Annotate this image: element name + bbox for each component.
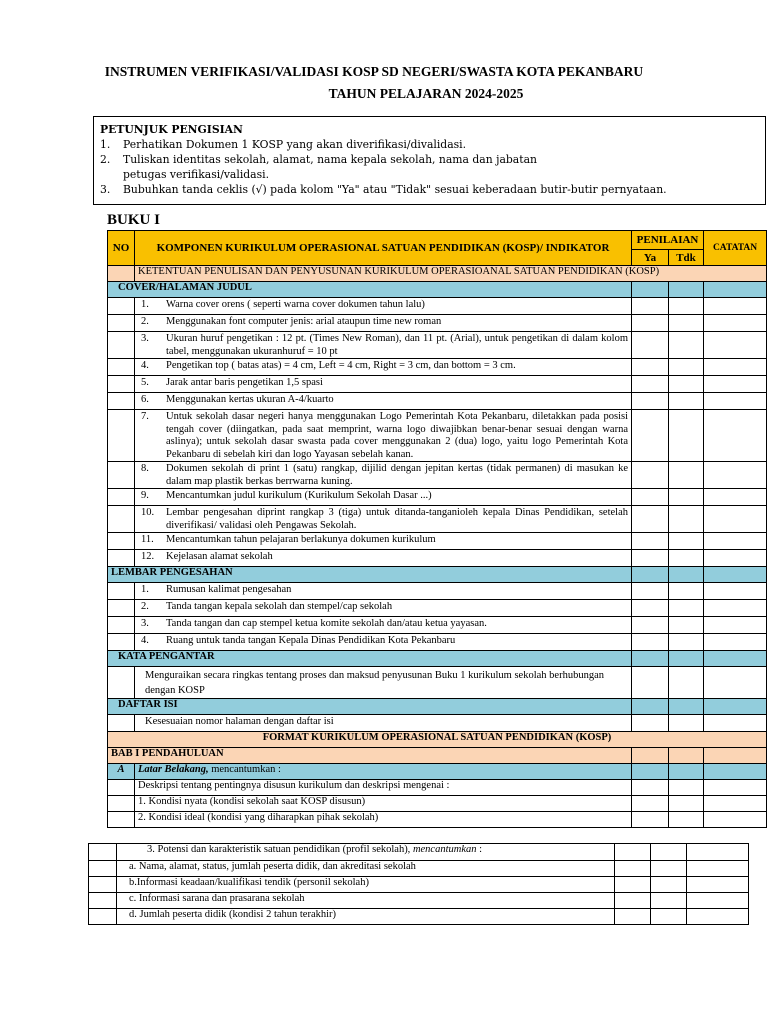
check-ya[interactable] [632,715,669,732]
catatan-cell[interactable] [704,634,767,651]
checklist-table [107,230,767,828]
check-tdk[interactable] [651,877,687,893]
indicator-number: 1. [141,299,149,310]
check-tdk[interactable] [669,506,704,533]
indicator-number: 2. [141,601,149,612]
indicator-row [108,550,767,567]
check-tdk[interactable] [669,489,704,506]
indicator-number: 10. [141,507,155,518]
col-header-komponen: KOMPONEN KURIKULUM OPERASIONAL SATUAN PENDIDIKAN (KOSP)/ INDIKATOR [135,231,632,266]
indicator-number: 8. [141,463,149,474]
instruction-text: Bubuhkan tanda ceklis (√) pada kolom "Ya" atau "Tidak" sesuai keberadaan butir-butir pernyataan. [123,183,667,196]
check-tdk[interactable] [669,780,704,796]
indicator-row [108,533,767,550]
catatan-cell[interactable] [704,376,767,393]
indicator-number: 12. [141,551,155,562]
indicator-text: Menggunakan font computer jenis: arial ataupun time new roman [166,316,442,327]
check-ya[interactable] [632,600,669,617]
indicator-number: 9. [141,490,149,501]
instructions-heading: PETUNJUK PENGISIAN [100,123,243,136]
check-tdk[interactable] [669,332,704,359]
catatan-cell[interactable] [704,583,767,600]
check-ya[interactable] [632,506,669,533]
indicator-text: Jarak antar baris pengetikan 1,5 spasi [166,377,323,388]
catatan-cell[interactable] [704,315,767,332]
check-ya[interactable] [632,634,669,651]
catatan-cell[interactable] [687,877,749,893]
potensi-item: c. Informasi sarana dan prasarana sekolah [117,893,615,909]
indicator-number: 1. [141,584,149,595]
latar-suffix: mencantumkan : [208,764,281,775]
daftar-isi-indicator: Kesesuaian nomor halaman dengan daftar isi [135,715,632,732]
instruction-item [100,152,759,167]
potensi-italic: mencantumkan [412,844,477,855]
potensi-item: d. Jumlah peserta didik (kondisi 2 tahun terakhir) [117,909,615,925]
latar-heading [135,764,632,780]
indicator-row [108,410,767,462]
section-pengesahan: LEMBAR PENGESAHAN [108,567,632,583]
check-ya[interactable] [615,861,651,877]
indicator-number: 11. [141,534,154,545]
check-ya[interactable] [632,315,669,332]
catatan-cell[interactable] [704,393,767,410]
indicator-text: Kejelasan alamat sekolah [166,551,273,562]
check-ya[interactable] [615,909,651,925]
latar-description: Deskripsi tentang pentingnya disusun kurikulum dan deskripsi mengenai : [135,780,632,796]
check-ya[interactable] [632,550,669,567]
indicator-text: Dokumen sekolah di print 1 (satu) rangkap, dijilid dengan jepitan kertas (tidak permanen) di masukan ke dalam map plastik berkas berrwarna kuning. [166,463,628,487]
document-subtitle: TAHUN PELAJARAN 2024-2025 [328,86,524,101]
indicator-row [108,315,767,332]
check-ya[interactable] [632,796,669,812]
check-tdk[interactable] [669,393,704,410]
section-daftar-isi: DAFTAR ISI [108,699,632,715]
col-header-no: NO [108,231,135,266]
check-tdk[interactable] [651,893,687,909]
book-label: BUKU I [107,212,160,228]
section-cover: COVER/HALAMAN JUDUL [108,282,632,298]
indicator-row [108,462,767,489]
check-ya[interactable] [632,332,669,359]
check-ya[interactable] [632,617,669,634]
indicator-number: 4. [141,635,149,646]
check-tdk[interactable] [669,315,704,332]
check-ya[interactable] [632,583,669,600]
check-tdk[interactable] [669,634,704,651]
catatan-cell[interactable] [704,617,767,634]
catatan-cell[interactable] [687,844,749,861]
check-tdk[interactable] [669,550,704,567]
catatan-cell[interactable] [704,780,767,796]
catatan-cell[interactable] [704,667,767,699]
check-ya[interactable] [632,780,669,796]
potensi-item: b.Informasi keadaan/kualifikasi tendik (personil sekolah) [117,877,615,893]
instruction-text: Tuliskan identitas sekolah, alamat, nama kepala sekolah, nama dan jabatan [123,153,537,166]
continuation-table [88,843,749,925]
indicator-number: 7. [141,411,149,422]
check-tdk[interactable] [669,667,704,699]
check-tdk[interactable] [669,359,704,376]
indicator-number: 2. [141,316,149,327]
indicator-number: 4. [141,360,149,371]
indicator-text: Menggunakan kertas ukuran A-4/kuarto [166,394,334,405]
latar-letter: A [108,764,135,780]
catatan-cell[interactable] [704,359,767,376]
catatan-cell[interactable] [704,796,767,812]
catatan-cell[interactable] [687,861,749,877]
check-tdk[interactable] [669,376,704,393]
indicator-text: Warna cover orens ( seperti warna cover dokumen tahun lalu) [166,299,425,310]
check-ya[interactable] [615,893,651,909]
potensi-item: a. Nama, alamat, status, jumlah peserta didik, dan akreditasi sekolah [117,861,615,877]
check-tdk[interactable] [669,583,704,600]
document-title: INSTRUMEN VERIFIKASI/VALIDASI KOSP SD NEGERI/SWASTA KOTA PEKANBARU [104,64,644,79]
check-tdk[interactable] [651,861,687,877]
indicator-row [108,634,767,651]
indicator-row [108,583,767,600]
check-tdk[interactable] [651,909,687,925]
col-header-catatan: CATATAN [704,231,767,266]
catatan-cell[interactable] [704,550,767,567]
catatan-cell[interactable] [687,893,749,909]
catatan-cell[interactable] [704,332,767,359]
indicator-text: Rumusan kalimat pengesahan [166,584,292,595]
check-tdk[interactable] [651,844,687,861]
check-ya[interactable] [632,462,669,489]
catatan-cell[interactable] [704,410,767,462]
check-tdk[interactable] [669,715,704,732]
instruction-text: Perhatikan Dokumen 1 KOSP yang akan diverifikasi/divalidasi. [123,138,467,151]
section-bab1: BAB I PENDAHULUAN [108,748,632,764]
col-header-ya: Ya [632,250,669,266]
indicator-row [108,393,767,410]
indicator-number: 3. [141,618,149,629]
indicator-row [108,617,767,634]
indicator-text: Mencantumkan tahun pelajaran berlakunya dokumen kurikulum [166,534,436,545]
check-ya[interactable] [632,489,669,506]
check-ya[interactable] [632,812,669,828]
check-tdk[interactable] [669,796,704,812]
potensi-heading [117,844,615,861]
check-tdk[interactable] [669,410,704,462]
indicator-text: Tanda tangan dan cap stempel ketua komite sekolah dan/atau ketua yayasan. [166,618,487,629]
indicator-text: Lembar pengesahan diprint rangkap 3 (tiga) untuk ditanda-tanganioleh kepala Dinas Pendidikan, setelah diverifikasi/ validasi oleh Pengawas Sekolah. [166,507,628,531]
indicator-row [108,332,767,359]
check-tdk[interactable] [669,600,704,617]
check-ya[interactable] [615,877,651,893]
indicator-row [108,489,767,506]
latar-item: 2. Kondisi ideal (kondisi yang diharapkan pihak sekolah) [135,812,632,828]
check-ya[interactable] [632,393,669,410]
instruction-number: 2. [100,153,111,166]
section-kata-pengantar: KATA PENGANTAR [108,651,632,667]
section-format: FORMAT KURIKULUM OPERASIONAL SATUAN PENDIDIKAN (KOSP) [108,732,767,748]
check-ya[interactable] [632,376,669,393]
indicator-row [108,298,767,315]
check-tdk[interactable] [669,812,704,828]
catatan-cell[interactable] [704,298,767,315]
potensi-suffix: : [476,844,483,855]
indicator-number: 5. [141,377,149,388]
catatan-cell[interactable] [704,489,767,506]
check-ya[interactable] [632,533,669,550]
catatan-cell[interactable] [704,600,767,617]
instruction-item [100,167,759,182]
indicator-row [108,600,767,617]
indicator-row [108,376,767,393]
instruction-item [100,182,759,197]
section-ketentuan: KETENTUAN PENULISAN DAN PENYUSUNAN KURIKULUM OPERASIOANAL SATUAN PENDIDIKAN (KOSP) [135,266,767,282]
catatan-cell[interactable] [704,812,767,828]
check-ya[interactable] [632,359,669,376]
kata-pengantar-indicator: Menguraikan secara ringkas tentang proses dan maksud penyusunan Buku 1 kurikulum sekolah berhubungan dengan KOSP [135,667,632,699]
check-ya[interactable] [615,844,651,861]
indicator-text: Untuk sekolah dasar negeri hanya menggunakan Logo Pemerintah Kota Pekanbaru, diletakkan pada posisi tengah cover (diingatkan, pada saat memprint, warna logo diwajibkan benar-benar sesuai dengan warna aslinya); untuk sekolah dasar swasta pada cover menggunakan 2 (dua) logo, yaitu logo Pemerintah Kota Pekanbaru di sebelah kiri dan logo Yayasan sebelah kanan. [166,411,628,460]
latar-item: 1. Kondisi nyata (kondisi sekolah saat KOSP disusun) [135,796,632,812]
indicator-number: 6. [141,394,149,405]
indicator-row [108,506,767,533]
catatan-cell[interactable] [704,506,767,533]
indicator-text: Mencantumkan judul kurikulum (Kurikulum Sekolah Dasar ...) [166,490,432,501]
indicator-text: Ruang untuk tanda tangan Kepala Dinas Pendidikan Kota Pekanbaru [166,635,456,646]
instruction-number [100,167,123,182]
check-tdk[interactable] [669,298,704,315]
indicator-text: Tanda tangan kepala sekolah dan stempel/cap sekolah [166,601,393,612]
check-tdk[interactable] [669,533,704,550]
instruction-number: 3. [100,183,111,196]
check-tdk[interactable] [669,462,704,489]
potensi-text: 3. Potensi dan karakteristik satuan pendidikan (profil sekolah), [147,844,413,855]
check-ya[interactable] [632,410,669,462]
catatan-cell[interactable] [704,462,767,489]
check-ya[interactable] [632,667,669,699]
check-tdk[interactable] [669,617,704,634]
col-header-penilaian: PENILAIAN [632,231,704,250]
latar-label: Latar Belakang, [138,764,209,775]
indicator-text: Ukuran huruf pengetikan : 12 pt. (Times New Roman), dan 11 pt. (Arial), untuk pengetikan di dalam kolom tabel, menggunakan ukuranhuruf = 10 pt [166,333,628,357]
instruction-item [100,137,759,152]
instructions-box [93,116,766,205]
catatan-cell[interactable] [687,909,749,925]
check-ya[interactable] [632,298,669,315]
instruction-text: petugas verifikasi/validasi. [123,168,270,181]
indicator-text: Pengetikan top ( batas atas) = 4 cm, Left = 4 cm, Right = 3 cm, dan bottom = 3 cm. [166,360,516,371]
instruction-number: 1. [100,138,111,151]
col-header-tdk: Tdk [669,250,704,266]
indicator-number: 3. [141,333,149,344]
indicator-row [108,359,767,376]
catatan-cell[interactable] [704,715,767,732]
catatan-cell[interactable] [704,533,767,550]
